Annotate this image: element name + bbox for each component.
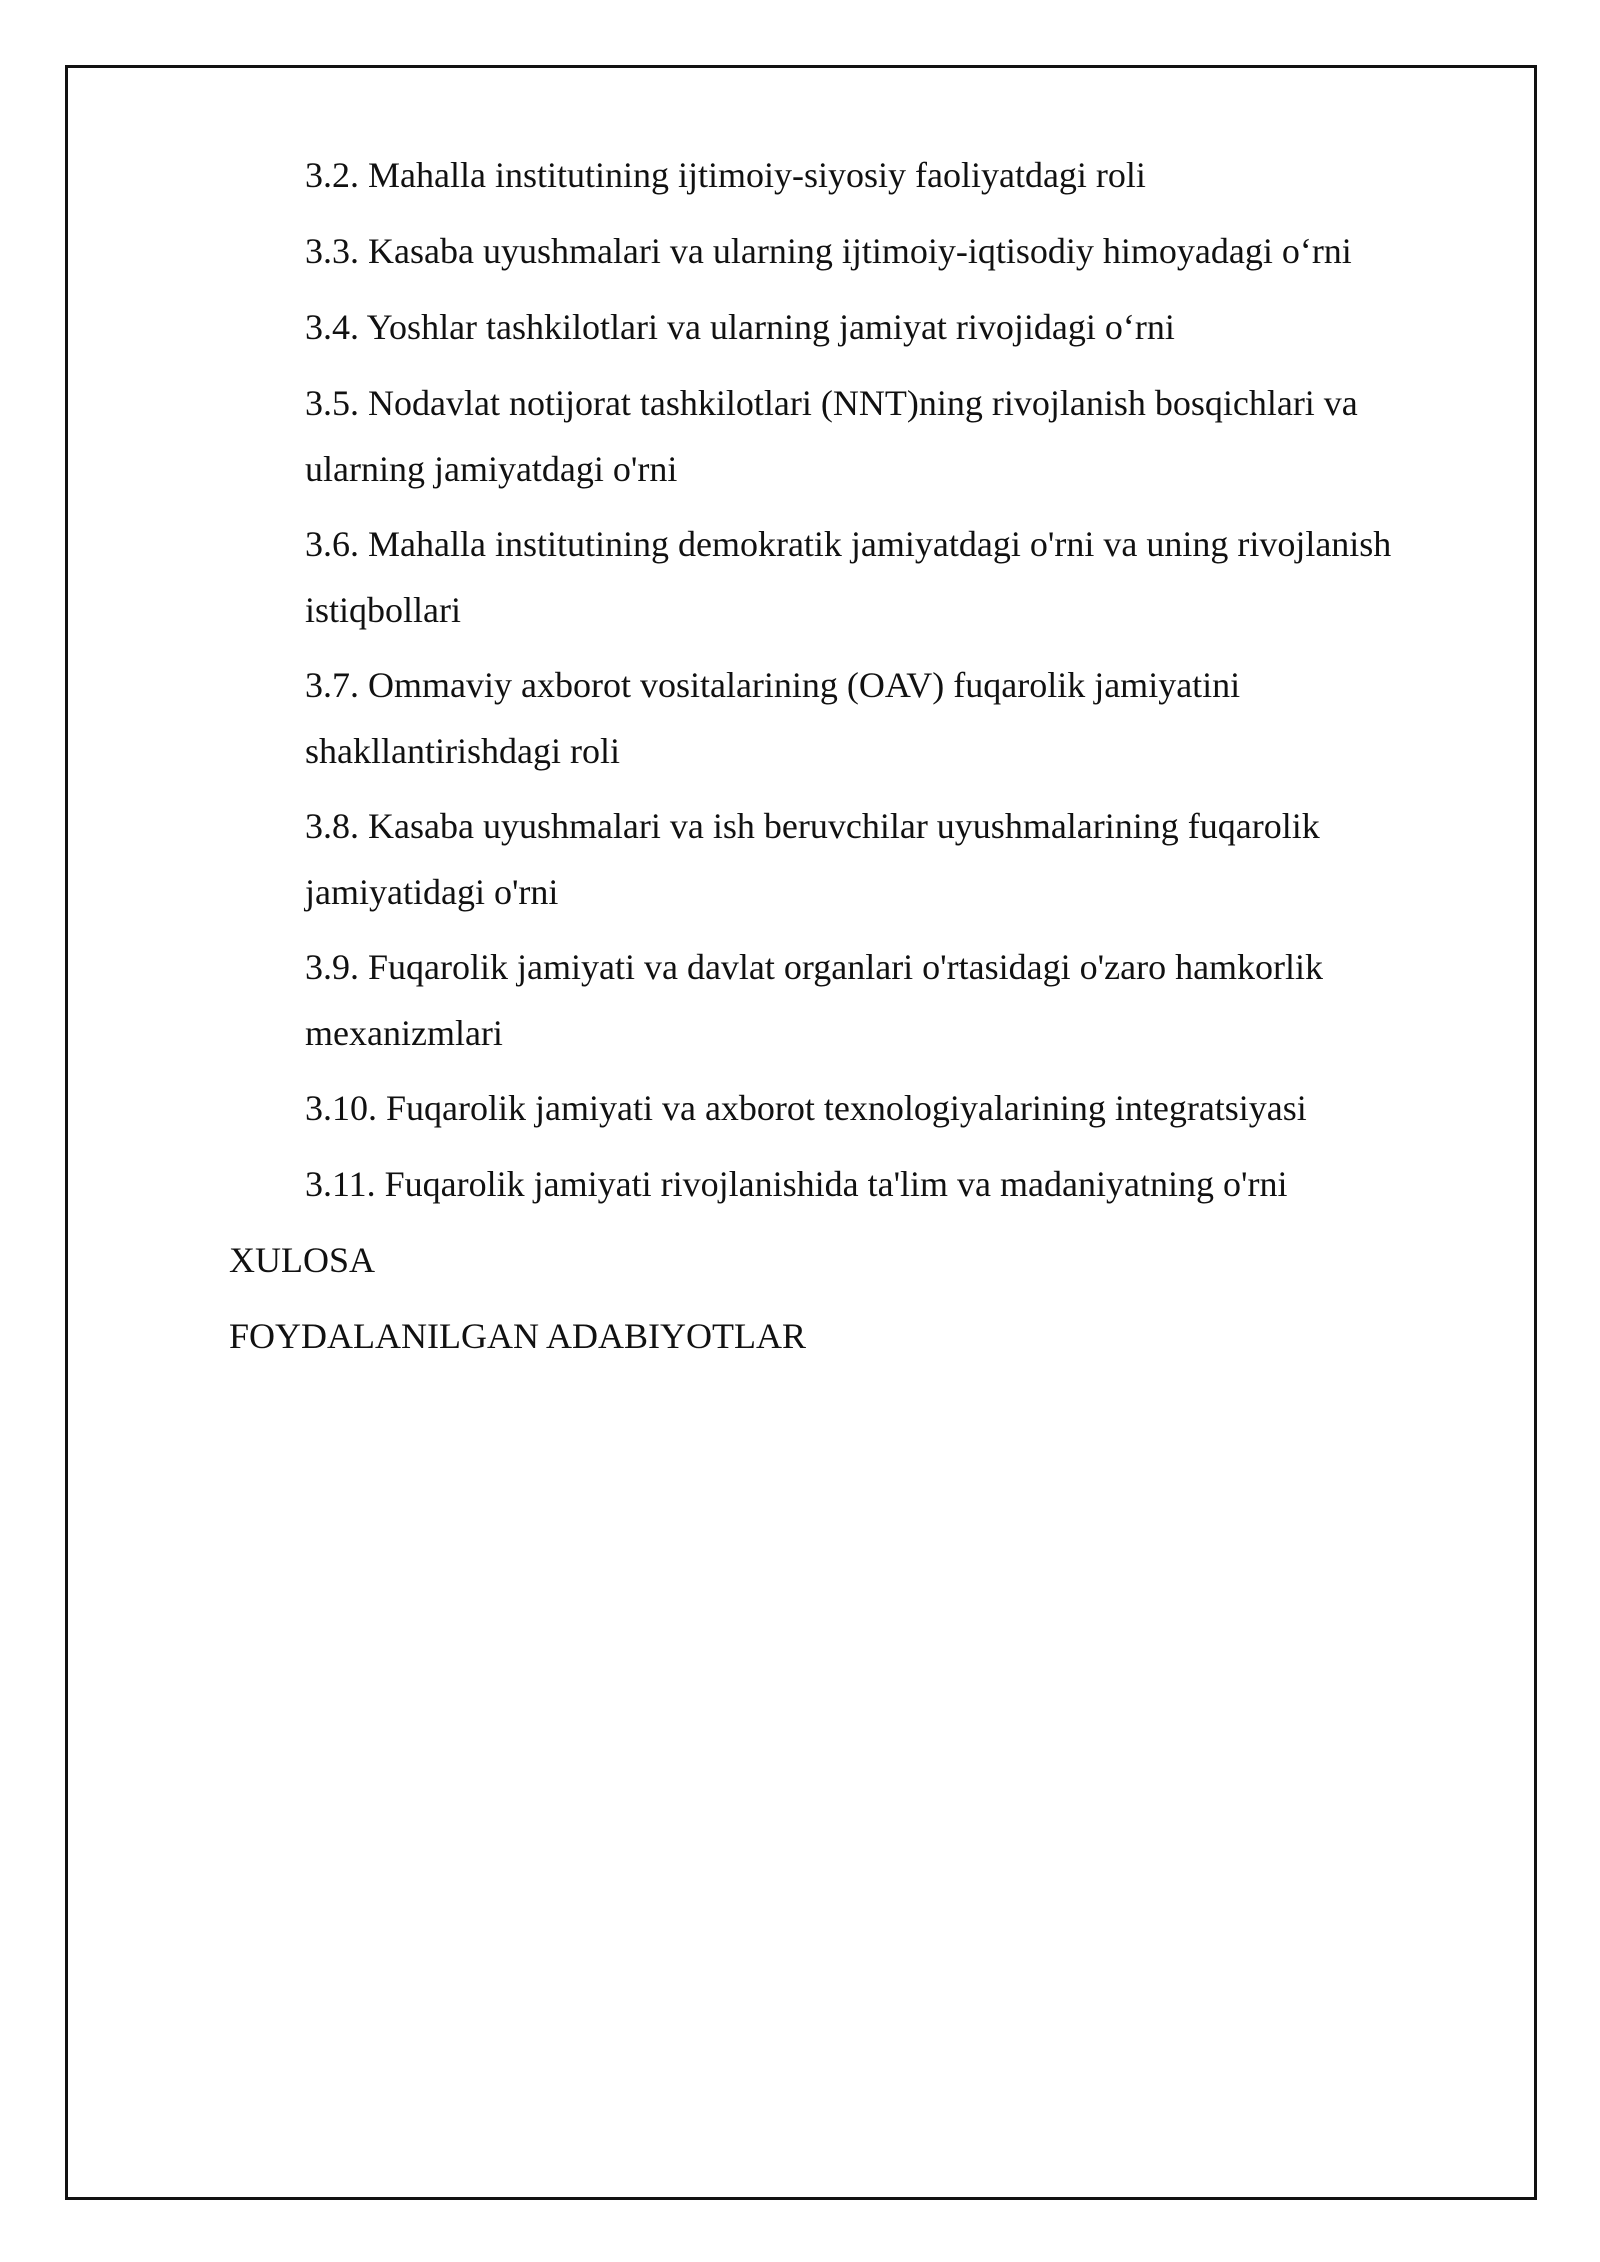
toc-item-3-6: 3.6. Mahalla institutining demokratik jamiyatdagi o'rni va uning rivojlanish istiqbollari — [305, 524, 1392, 630]
toc-item-3-11: 3.11. Fuqarolik jamiyati rivojlanishida ta'lim va madaniyatning o'rni — [305, 1164, 1288, 1204]
toc-item-3-9: 3.9. Fuqarolik jamiyati va davlat organlari o'rtasidagi o'zaro hamkorlik mexanizmlari — [305, 947, 1324, 1053]
toc-item-references: FOYDALANILGAN ADABIYOTLAR — [229, 1316, 806, 1356]
toc-item-3-3: 3.3. Kasaba uyushmalari va ularning ijtimoiy-iqtisodiy himoyadagi o‘rni — [305, 231, 1352, 271]
toc-item-3-2: 3.2. Mahalla institutining ijtimoiy-siyosiy faoliyatdagi roli — [305, 155, 1146, 195]
toc-item-conclusion: XULOSA — [229, 1240, 376, 1280]
toc-item-3-4: 3.4. Yoshlar tashkilotlari va ularning jamiyat rivojidagi o‘rni — [305, 307, 1175, 347]
toc-item-3-10: 3.10. Fuqarolik jamiyati va axborot texnologiyalarining integratsiyasi — [305, 1088, 1307, 1128]
toc-item-3-7: 3.7. Ommaviy axborot vositalarining (OAV) fuqarolik jamiyatini shakllantirishdagi roli — [305, 665, 1241, 771]
toc-item-3-5: 3.5. Nodavlat notijorat tashkilotlari (NNT)ning rivojlanish bosqichlari va ularning jamiyatdagi o'rni — [305, 383, 1358, 489]
toc-item-3-8: 3.8. Kasaba uyushmalari va ish beruvchilar uyushmalarining fuqarolik jamiyatidagi o'rni — [305, 806, 1320, 912]
